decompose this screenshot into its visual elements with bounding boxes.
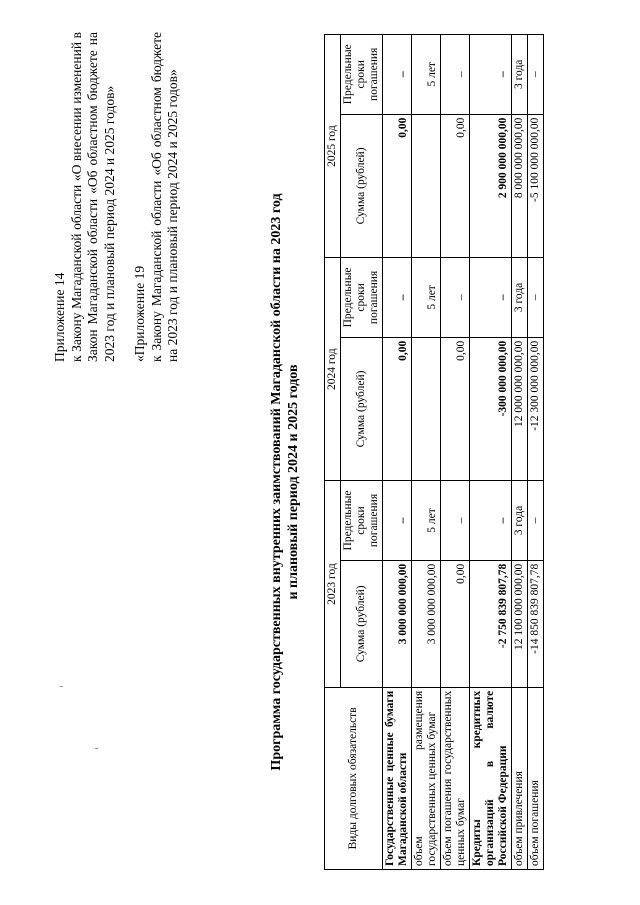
appendix-14-title: Приложение 14	[52, 272, 67, 362]
sum-cell: -2 750 839 807,78	[470, 560, 512, 687]
sum-cell: 0,00	[441, 337, 470, 481]
sum-cell: -5 100 000 000,00	[528, 114, 544, 258]
term-header: Предельные сроки погашения	[341, 35, 383, 115]
sum-cell: 8 000 000 000,00	[512, 114, 528, 258]
sum-cell: 0,00	[441, 560, 470, 687]
appendix-19-text: к Закону Магаданской области «Об областном бюджете на 2023 год и плановый период 2024 и 2025 годов»	[148, 32, 180, 362]
term-cell: –	[383, 258, 412, 338]
sum-cell: 3 000 000 000,00	[412, 560, 441, 687]
table-row	[412, 35, 441, 870]
sum-cell: -14 850 839 807,78	[528, 560, 544, 687]
term-cell: –	[383, 35, 412, 115]
term-header: Предельные сроки погашения	[341, 481, 383, 561]
row-label: объем привлечения	[512, 687, 528, 869]
sum-header: Сумма (рублей)	[341, 560, 383, 687]
row-label: Кредиты кредитных организаций в валюте Российской Федерации	[470, 687, 512, 869]
row-label: объем погашения	[528, 687, 544, 869]
sum-cell	[412, 114, 441, 258]
sum-header: Сумма (рублей)	[341, 114, 383, 258]
term-cell: 5 лет	[412, 258, 441, 338]
appendix-14-text: к Закону Магаданской области «О внесении изменений в Закон Магаданской области «Об областном бюджете на 2023 год и плановый период 2024 и 2025 годов»	[68, 32, 117, 362]
sum-cell: 3 000 000 000,00	[383, 560, 412, 687]
term-cell: –	[470, 258, 512, 338]
term-cell: 3 года	[512, 481, 528, 561]
title-line-2: и плановый период 2024 и 2025 годов	[286, 364, 301, 600]
sum-cell: 0,00	[383, 114, 412, 258]
row-label: Государственные ценные бумаги Магаданской области	[383, 687, 412, 869]
term-cell: –	[441, 258, 470, 338]
term-cell: 5 лет	[412, 35, 441, 115]
term-cell: –	[441, 35, 470, 115]
row-label: объем размещения государственных ценных бумаг	[412, 687, 441, 869]
appendix-14	[52, 32, 118, 362]
table-row	[441, 35, 470, 870]
sum-header: Сумма (рублей)	[341, 337, 383, 481]
table-row	[470, 35, 512, 870]
term-cell: –	[528, 481, 544, 561]
borrowing-table	[324, 34, 544, 870]
scan-mark	[60, 686, 63, 687]
term-cell: –	[528, 258, 544, 338]
appendix-header	[52, 32, 196, 362]
term-cell: 3 года	[512, 258, 528, 338]
sum-cell: 12 100 000 000,00	[512, 560, 528, 687]
sum-cell: 0,00	[383, 337, 412, 481]
table-row	[383, 35, 412, 870]
appendix-19	[132, 32, 182, 362]
scan-mark	[95, 748, 98, 749]
term-cell: –	[441, 481, 470, 561]
term-cell: 5 лет	[412, 481, 441, 561]
sum-cell: -12 300 000 000,00	[528, 337, 544, 481]
table-row	[512, 35, 528, 870]
year-header-2024: 2024 год	[325, 258, 341, 481]
term-cell: –	[470, 35, 512, 115]
sum-cell: 12 000 000 000,00	[512, 337, 528, 481]
term-cell: –	[528, 35, 544, 115]
sum-cell	[412, 337, 441, 481]
table-body	[383, 35, 544, 870]
year-header-2023: 2023 год	[325, 481, 341, 688]
year-header-2025: 2025 год	[325, 35, 341, 258]
sum-cell: 0,00	[441, 114, 470, 258]
table-header-row-years	[325, 35, 341, 870]
term-cell: –	[470, 481, 512, 561]
term-header: Предельные сроки погашения	[341, 258, 383, 338]
sum-cell: 2 900 000 000,00	[470, 114, 512, 258]
sum-cell: -300 000 000,00	[470, 337, 512, 481]
row-label: объем погашения государственных ценных бумаг	[441, 687, 470, 869]
appendix-19-title: «Приложение 19	[132, 265, 147, 362]
term-cell: 3 года	[512, 35, 528, 115]
col-header-debt-type: Виды долговых обязательств	[325, 687, 383, 869]
document-title	[268, 142, 302, 822]
document-page	[40, 22, 600, 882]
term-cell: –	[383, 481, 412, 561]
title-line-1: Программа государственных внутренних заимствований Магаданской области на 2023 год	[269, 193, 284, 771]
table-row	[528, 35, 544, 870]
